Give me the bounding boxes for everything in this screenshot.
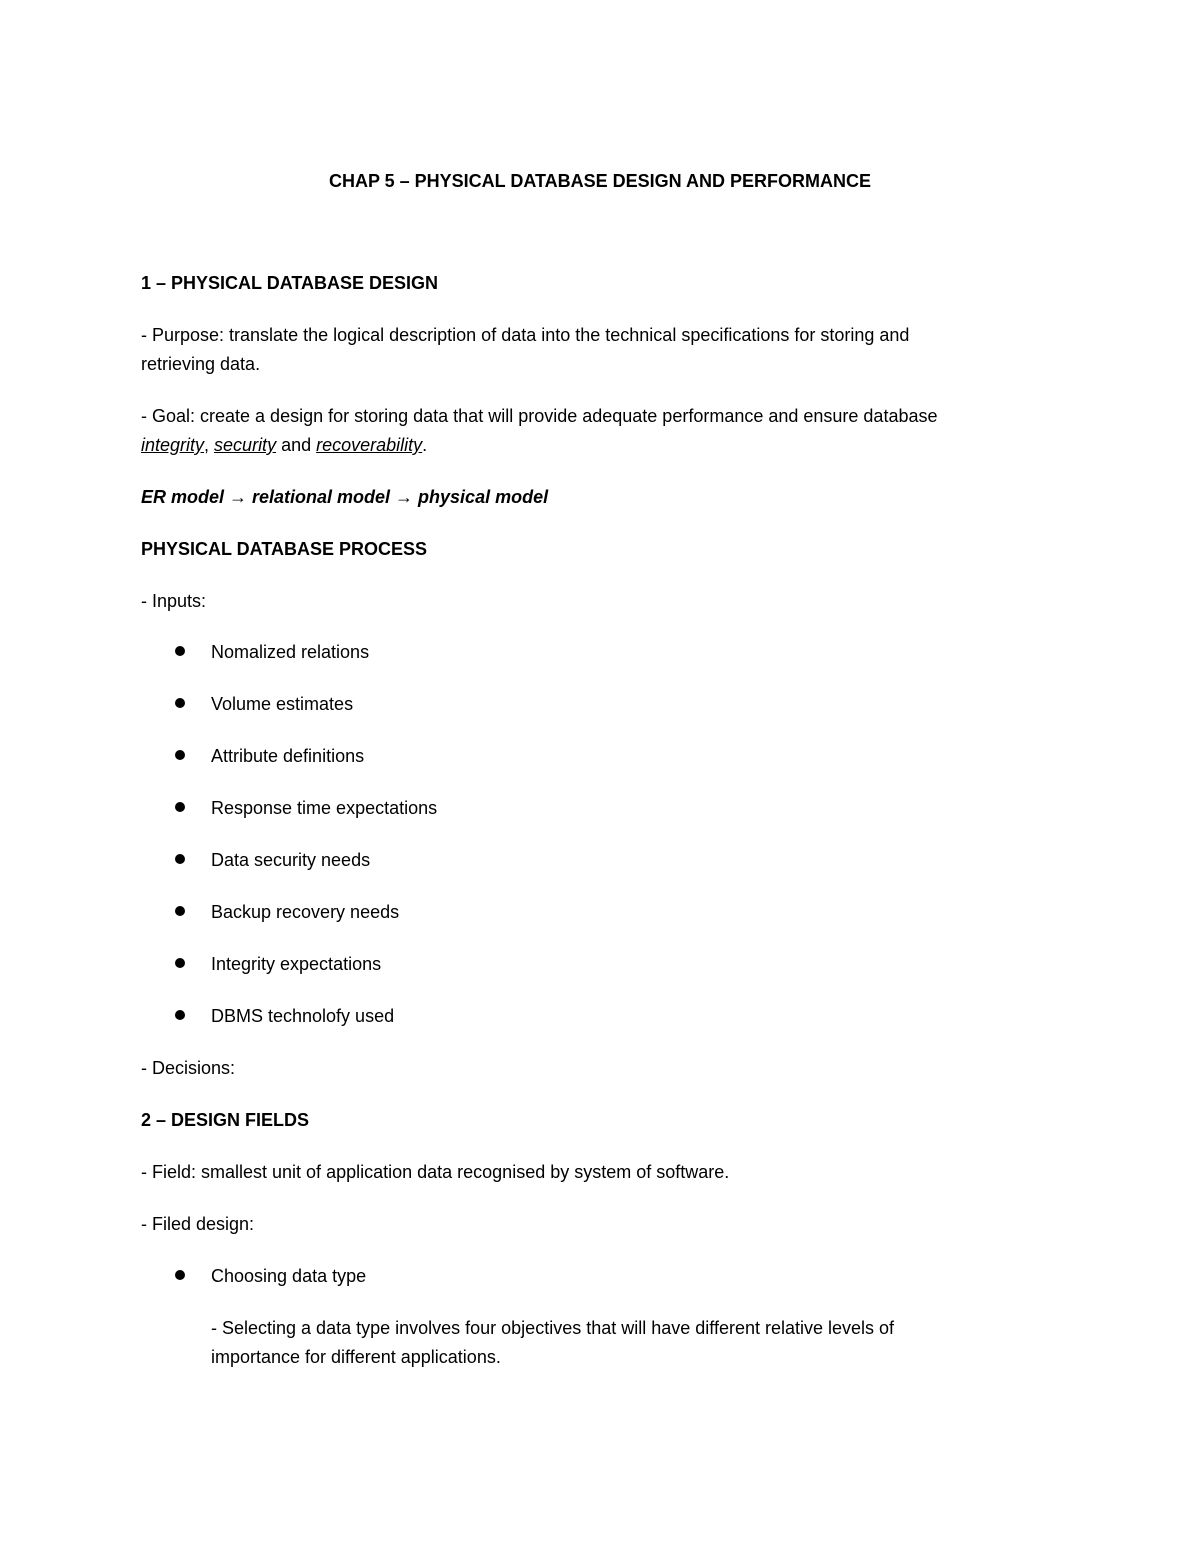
section1-heading: 1 – PHYSICAL DATABASE DESIGN	[141, 273, 439, 293]
goal-line-1: - Goal: create a design for storing data that will provide adequate performance and ensure database	[141, 406, 938, 426]
input-item: Volume estimates	[211, 694, 354, 714]
goal-line-2	[141, 431, 427, 459]
goal-security: security	[214, 435, 277, 455]
bullet-icon	[175, 958, 185, 968]
filed-design-label: - Filed design:	[141, 1214, 255, 1234]
bullet-icon	[175, 1270, 185, 1280]
selecting-line-2: importance for different applications.	[211, 1347, 501, 1367]
bullet-icon	[175, 646, 185, 656]
input-item: Integrity expectations	[211, 954, 382, 974]
document-title: CHAP 5 – PHYSICAL DATABASE DESIGN AND PERFORMANCE	[328, 171, 872, 191]
decisions-label: - Decisions:	[141, 1058, 236, 1078]
bullet-icon	[175, 854, 185, 864]
goal-comma: ,	[204, 435, 215, 455]
bullet-icon	[175, 906, 185, 916]
section2-heading: 2 – DESIGN FIELDS	[141, 1110, 310, 1130]
input-item: Data security needs	[211, 850, 371, 870]
field-design-item: Choosing data type	[211, 1266, 367, 1286]
goal-integrity: integrity	[141, 435, 205, 455]
purpose-line-1: - Purpose: translate the logical description of data into the technical specifications for storing and	[141, 325, 910, 345]
goal-and: and	[276, 435, 317, 455]
input-item: DBMS technolofy used	[211, 1006, 395, 1026]
bullet-icon	[175, 698, 185, 708]
inputs-label: - Inputs:	[141, 591, 207, 611]
bullet-icon	[175, 750, 185, 760]
goal-recoverability: recoverability	[316, 435, 423, 455]
input-item: Nomalized relations	[211, 642, 370, 662]
model-flow: ER model → relational model → physical model	[141, 487, 549, 507]
process-heading: PHYSICAL DATABASE PROCESS	[141, 539, 428, 559]
bullet-icon	[175, 1010, 185, 1020]
purpose-line-2: retrieving data.	[141, 354, 261, 374]
bullet-icon	[175, 802, 185, 812]
input-item: Backup recovery needs	[211, 902, 400, 922]
selecting-line-1: - Selecting a data type involves four objectives that will have different relative levels of	[211, 1318, 895, 1338]
input-item: Attribute definitions	[211, 746, 365, 766]
field-definition: - Field: smallest unit of application data recognised by system of software.	[141, 1162, 730, 1182]
goal-period: .	[422, 435, 428, 455]
input-item: Response time expectations	[211, 798, 438, 818]
